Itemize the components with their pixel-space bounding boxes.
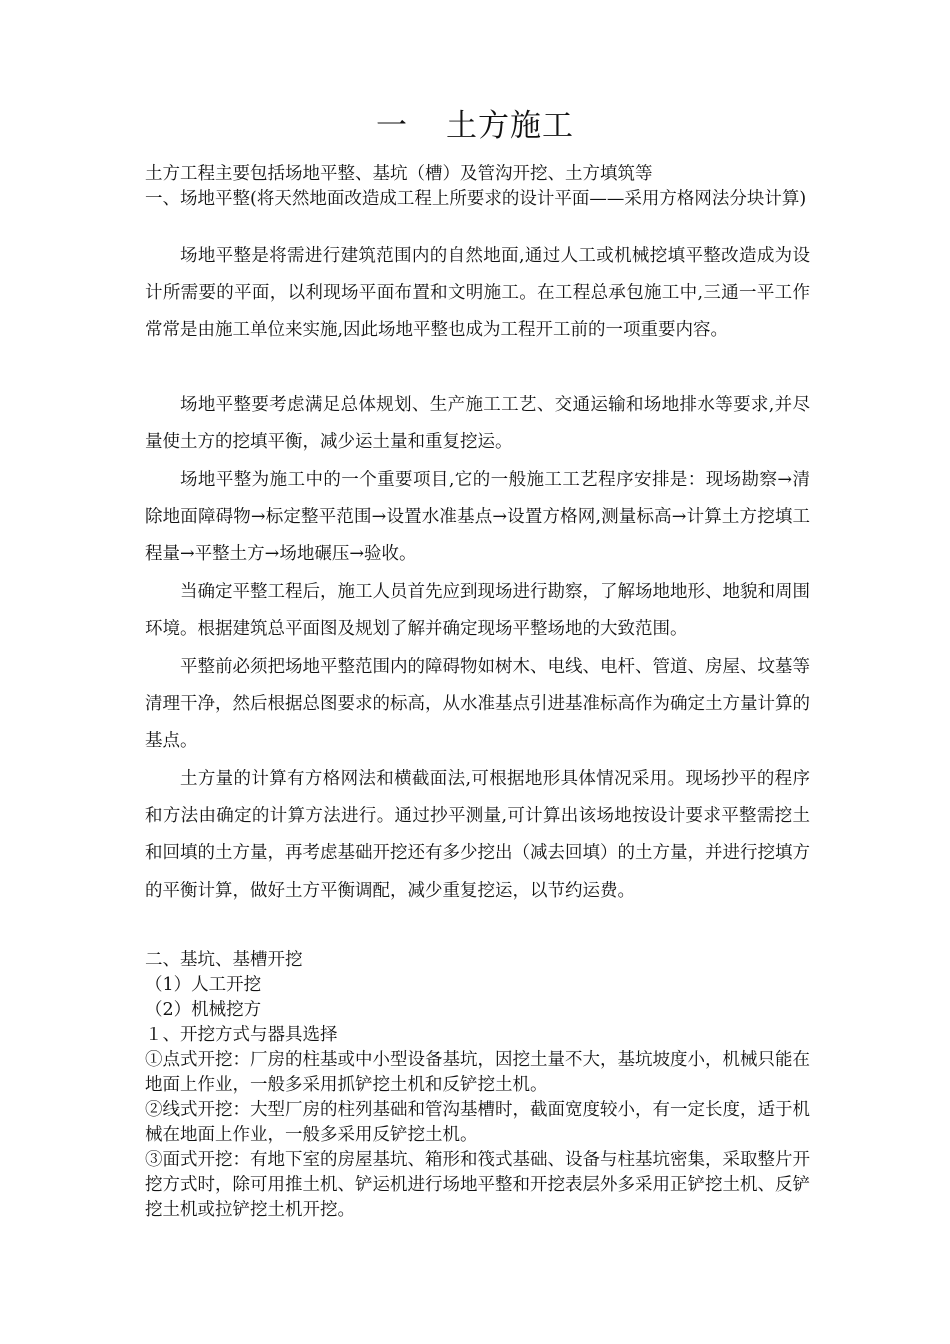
title-text: 土方施工 xyxy=(446,108,574,144)
paragraph-6: 土方量的计算有方格网法和横截面法,可根据地形具体情况采用。现场抄平的程序和方法由确定的计算方法进行。通过抄平测量,可计算出该场地按设计要求平整需挖土和回填的土方量，再考虑基础开挖还有多少挖出（减去回填）的土方量，并进行挖填方的平衡计算，做好土方平衡调配，减少重复挖运，以节约运费。 xyxy=(145,769,810,901)
paragraph-2: 场地平整要考虑满足总体规划、生产施工工艺、交通运输和场地排水等要求,并尽量使土方的挖填平衡，减少运土量和重复挖运。 xyxy=(145,395,810,453)
section-heading-excavation: 二、基坑、基槽开挖 xyxy=(145,950,303,970)
subheading-mechanical: （2）机械挖方 xyxy=(145,1000,262,1020)
title-number: 一 xyxy=(376,108,408,144)
paragraph-3: 场地平整为施工中的一个重要项目,它的一般施工工艺程序安排是：现场勘察→清除地面障碍物→标定整平范围→设置水准基点→设置方格网,测量标高→计算土方挖填工程量→平整土方→场地碾压→验收。 xyxy=(145,470,810,565)
point-area-excavation: ③面式开挖：有地下室的房屋基坑、箱形和筏式基础、设备与柱基坑密集，采取整片开挖方式时，除可用推土机、铲运机进行场地平整和开挖表层外多采用正铲挖土机、反铲挖土机或拉铲挖土机开挖。 xyxy=(145,1150,810,1220)
point-linear-excavation: ②线式开挖：大型厂房的柱列基础和管沟基槽时，截面宽度较小，有一定长度，适于机械在地面上作业，一般多采用反铲挖土机。 xyxy=(145,1100,810,1145)
point-spot-excavation: ①点式开挖：厂房的柱基或中小型设备基坑，因挖土量不大，基坑坡度小，机械只能在地面上作业，一般多采用抓铲挖土机和反铲挖土机。 xyxy=(145,1050,810,1095)
intro-line: 土方工程主要包括场地平整、基坑（槽）及管沟开挖、土方填筑等 xyxy=(145,164,653,184)
paragraph-5: 平整前必须把场地平整范围内的障碍物如树木、电线、电杆、管道、房屋、坟墓等清理干净，然后根据总图要求的标高，从水准基点引进基准标高作为确定土方量计算的基点。 xyxy=(145,657,810,752)
subheading-manual: （1）人工开挖 xyxy=(145,975,262,995)
paragraph-1: 场地平整是将需进行建筑范围内的自然地面,通过人工或机械挖填平整改造成为设计所需要的平面，以利现场平面布置和文明施工。在工程总承包施工中,三通一平工作常常是由施工单位来实施,因此场地平整也成为工程开工前的一项重要内容。 xyxy=(145,246,810,341)
item-heading-methods: １、开挖方式与器具选择 xyxy=(145,1025,338,1045)
section-heading-site-leveling: 一、场地平整(将天然地面改造成工程上所要求的设计平面——采用方格网法分块计算) xyxy=(145,189,807,209)
paragraph-4: 当确定平整工程后，施工人员首先应到现场进行勘察，了解场地地形、地貌和周围环境。根据建筑总平面图及规划了解并确定现场平整场地的大致范围。 xyxy=(145,582,810,640)
page-title xyxy=(0,104,950,148)
